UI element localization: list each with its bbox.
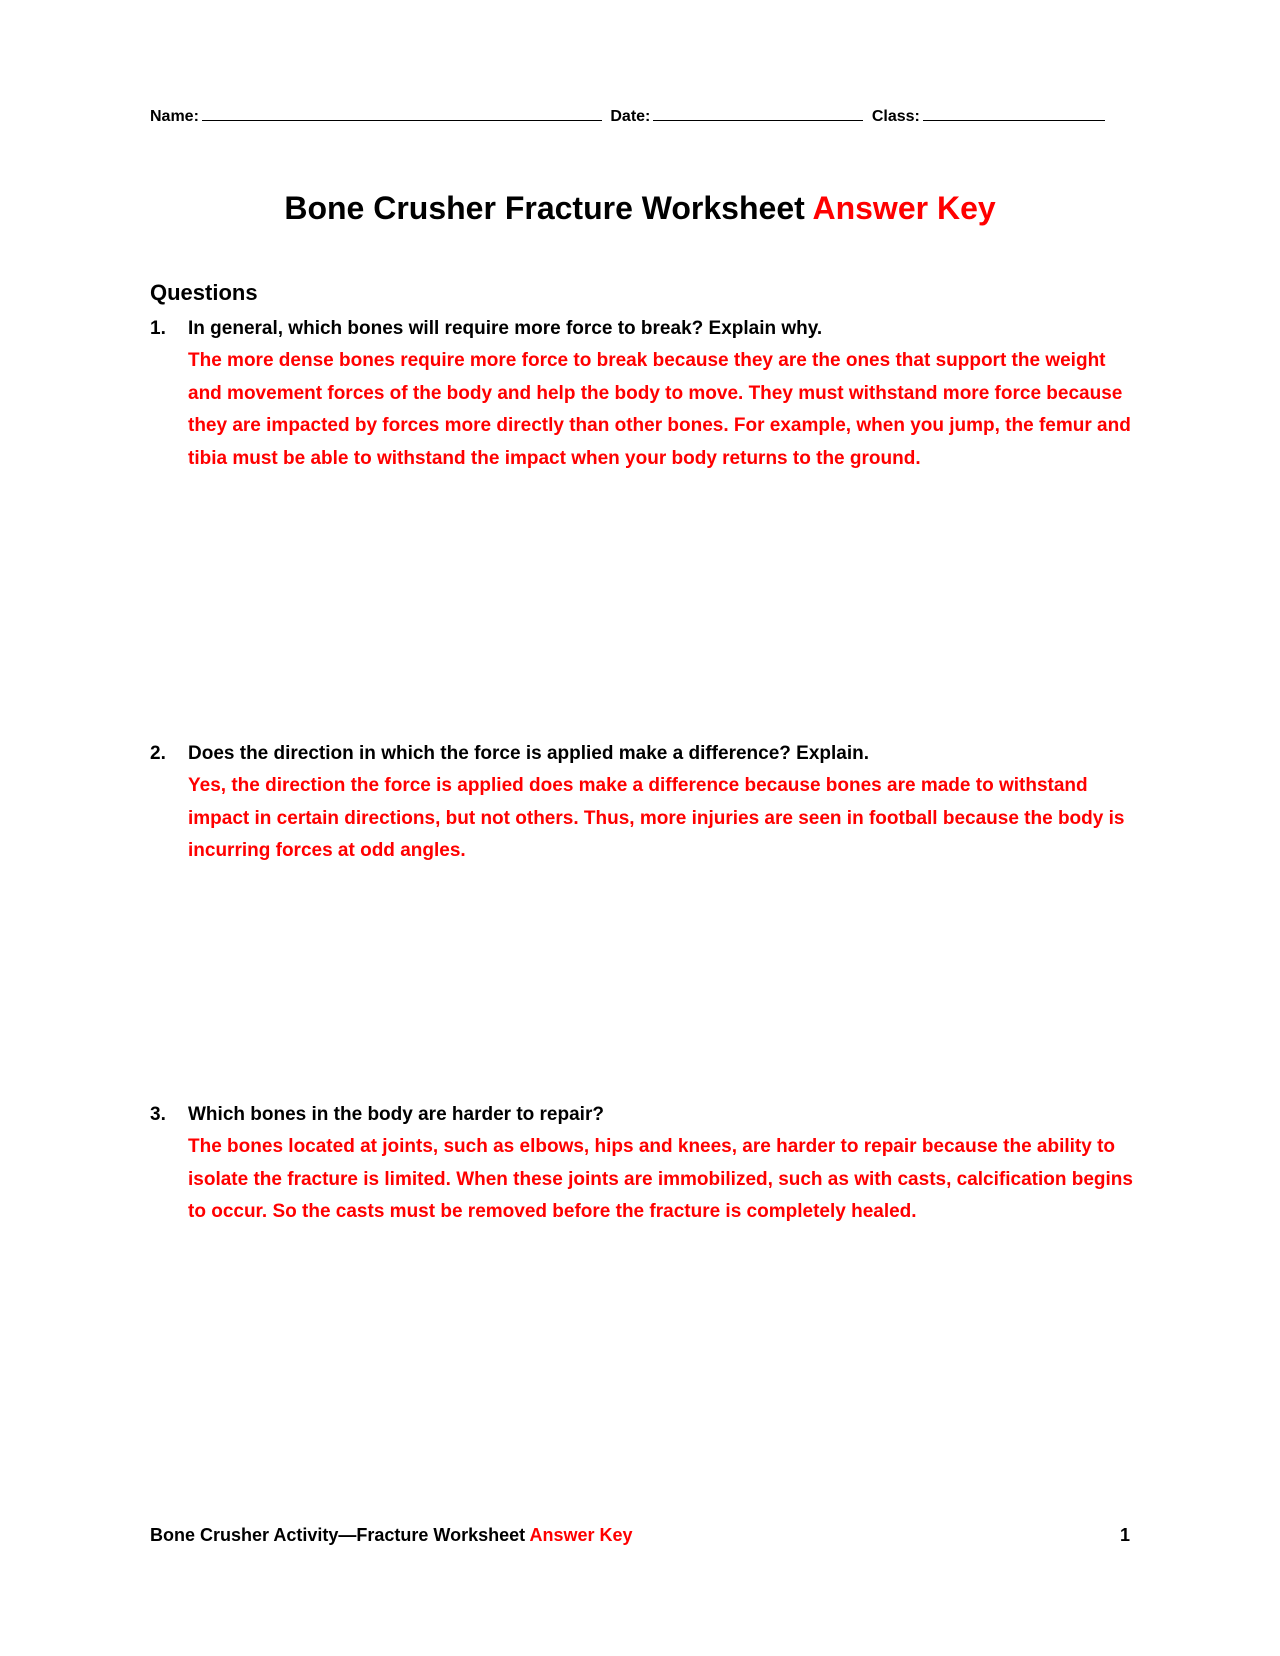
name-label: Name: <box>150 108 199 125</box>
question-text: Does the direction in which the force is applied make a difference? Explain. <box>188 743 870 764</box>
answer-text: Yes, the direction the force is applied does make a difference because bones are made to withstand impact in certain directions, but not others. Thus, more injuries are seen in football because the body is incurring forces at odd angles. <box>188 775 1125 861</box>
question-item <box>150 738 1140 868</box>
question-item <box>150 1099 1140 1229</box>
date-label: Date: <box>610 108 651 125</box>
question-number: 3. <box>150 1104 166 1125</box>
footer-title <box>150 1525 633 1546</box>
name-blank[interactable] <box>202 106 602 121</box>
answer-text: The bones located at joints, such as elbows, hips and knees, are harder to repair because the ability to isolate the fracture is limited. When these joints are immobilized, such as with casts, calcification begins to occur. So the casts must be removed before the fracture is completely healed. <box>188 1136 1133 1222</box>
page-footer <box>150 1525 1130 1546</box>
footer-title-text: Bone Crusher Activity—Fracture Worksheet <box>150 1525 526 1545</box>
page-number: 1 <box>1119 1525 1130 1545</box>
question-number: 1. <box>150 318 166 339</box>
page-title <box>0 190 1280 227</box>
question-text: Which bones in the body are harder to repair? <box>188 1104 604 1125</box>
question-text: In general, which bones will require more force to break? Explain why. <box>188 318 823 339</box>
class-label: Class: <box>871 108 920 125</box>
title-answer-key: Answer Key <box>812 190 996 226</box>
question-item <box>150 313 1140 475</box>
footer-answer-key: Answer Key <box>529 1525 633 1545</box>
question-number: 2. <box>150 743 166 764</box>
questions-heading: Questions <box>150 280 258 305</box>
class-blank[interactable] <box>923 106 1105 121</box>
student-info-header <box>150 106 1130 126</box>
answer-text: The more dense bones require more force to break because they are the ones that support the weight and movement forces of the body and help the body to move. They must withstand more force because they are impacted by forces more directly than other bones. For example, when you jump, the femur and tibia must be able to withstand the impact when your body returns to the ground. <box>188 350 1131 469</box>
title-main: Bone Crusher Fracture Worksheet <box>284 190 805 226</box>
date-blank[interactable] <box>653 106 863 121</box>
